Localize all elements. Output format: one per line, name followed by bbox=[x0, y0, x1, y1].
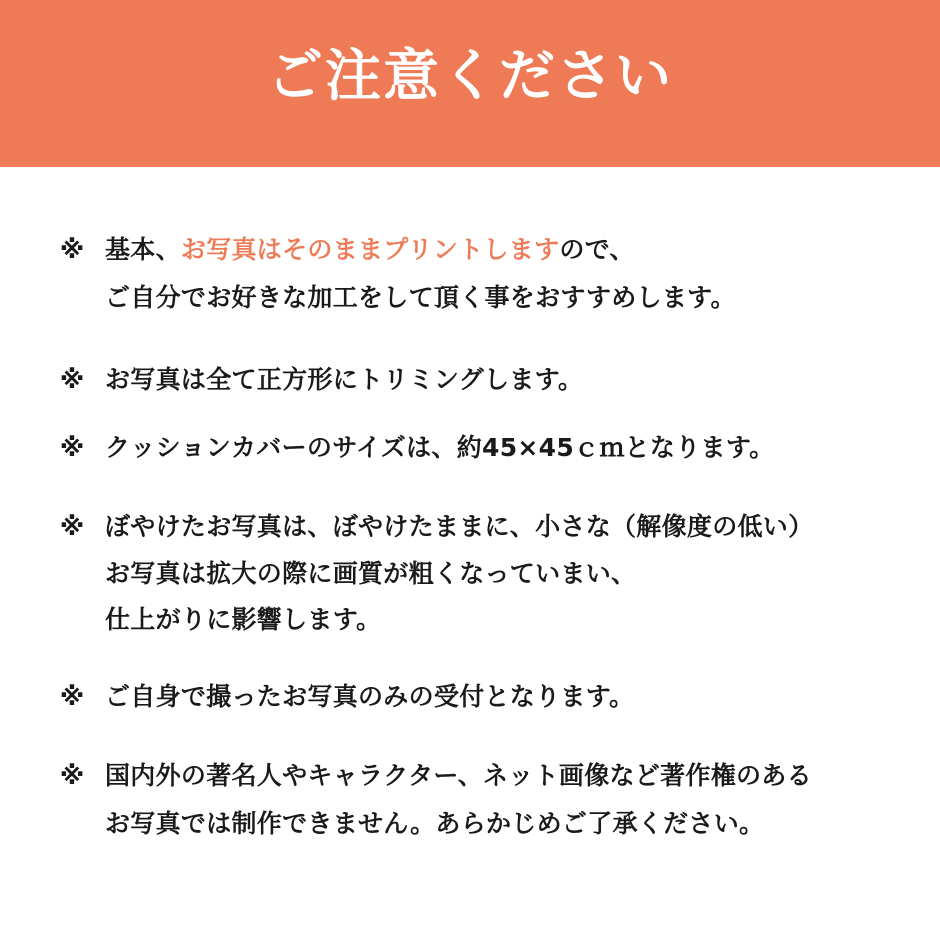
note-mark: ※ bbox=[59, 761, 85, 790]
note-highlight-text: お写真はそのままプリントします bbox=[180, 235, 560, 264]
note-line: ご自分でお好きな加工をして頂く事をおすすめします。 bbox=[105, 283, 736, 312]
note-line: ご自身で撮ったお写真のみの受付となります。 bbox=[105, 682, 635, 711]
note-mark: ※ bbox=[59, 235, 85, 264]
note-line: 国内外の著名人やキャラクター、ネット画像など著作権のある bbox=[105, 761, 812, 790]
note-text: 基本、 bbox=[105, 235, 181, 264]
note-line: お写真では制作できません。あらかじめご了承ください。 bbox=[105, 809, 765, 838]
note-line: お写真は拡大の際に画質が粗くなっていまい、 bbox=[105, 559, 637, 588]
note-line: ぼやけたお写真は、ぼやけたままに、小さな（解像度の低い） bbox=[105, 512, 814, 541]
note-line: お写真は全て正方形にトリミングします。 bbox=[105, 365, 584, 394]
note-mark: ※ bbox=[59, 682, 85, 711]
note-mark: ※ bbox=[59, 365, 85, 394]
note-line bbox=[105, 237, 635, 262]
note-mark: ※ bbox=[59, 512, 85, 541]
note-text: ので、 bbox=[559, 235, 635, 264]
page-title: ご注意ください bbox=[267, 43, 673, 109]
note-line: クッションカバーのサイズは、約45×45ｃｍとなります。 bbox=[105, 433, 775, 462]
note-mark: ※ bbox=[59, 433, 85, 462]
note-line: 仕上がりに影響します。 bbox=[105, 605, 382, 634]
